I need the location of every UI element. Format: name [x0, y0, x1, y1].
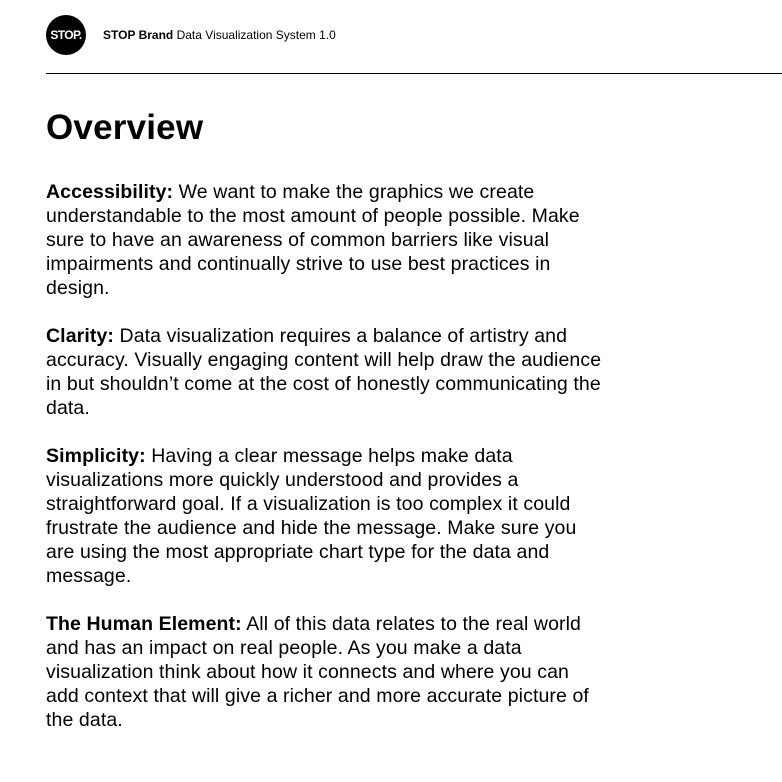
- section-text: We want to make the graphics we create understandable to the most amount of people possible. Make sure to have an awareness of common barriers like visual impairments and continually strive to use best practices in design.: [46, 181, 580, 299]
- brand-subtitle: Data Visualization System 1.0: [176, 28, 336, 42]
- section-clarity: [46, 324, 602, 420]
- brand-line: [103, 28, 336, 42]
- overview-content: [46, 180, 602, 756]
- section-label: Simplicity:: [46, 445, 146, 467]
- section-simplicity: [46, 444, 602, 588]
- section-text: Data visualization requires a balance of artistry and accuracy. Visually engaging content will help draw the audience in but shouldn’t come at the cost of honestly communicating the data.: [46, 325, 602, 419]
- section-label: Accessibility:: [46, 181, 174, 203]
- section-text: All of this data relates to the real world and has an impact on real people. As you make a data visualization think about how it connects and where you can add context that will give a richer and more accurate picture of the data.: [46, 613, 589, 731]
- logo-text: STOP.: [50, 28, 82, 42]
- section-text: Having a clear message helps make data visualizations more quickly understood and provides a straightforward goal. If a visualization is too complex it could frustrate the audience and hide the message. Make sure you are using the most appropriate chart type for the data and message.: [46, 445, 577, 587]
- stop-logo: [46, 15, 86, 55]
- page-title: Overview: [46, 108, 204, 147]
- section-human-element: [46, 612, 602, 732]
- page-header: [46, 15, 336, 55]
- section-accessibility: [46, 180, 602, 300]
- section-label: Clarity:: [46, 325, 114, 347]
- brand-name: STOP Brand: [103, 28, 174, 42]
- header-divider: [46, 73, 782, 74]
- section-label: The Human Element:: [46, 613, 242, 635]
